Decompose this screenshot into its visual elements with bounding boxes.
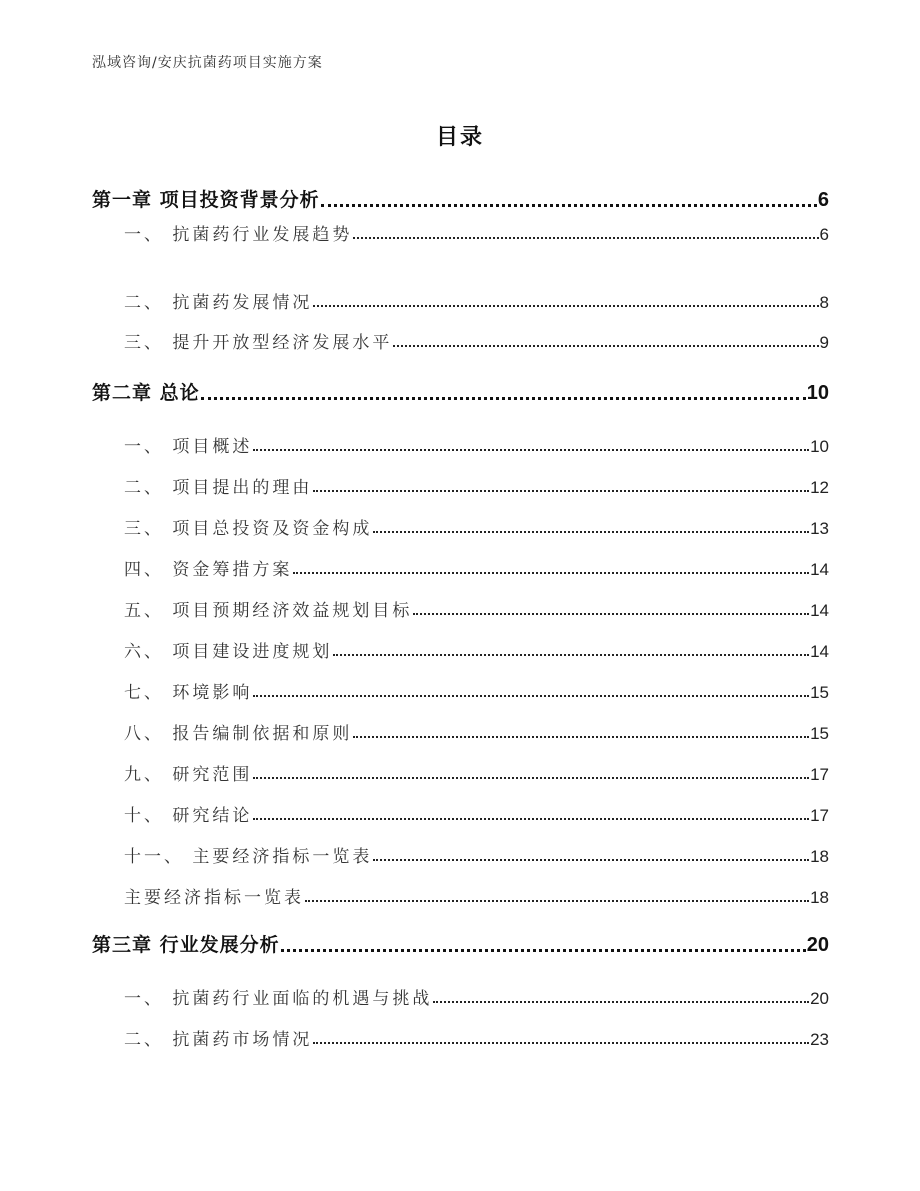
toc-entry-label: 三、 项目总投资及资金构成 <box>124 519 373 539</box>
dot-leader <box>253 695 809 697</box>
toc-page-number: 17 <box>810 806 829 825</box>
dot-leader <box>433 1001 809 1003</box>
toc-entry-label: 二、 项目提出的理由 <box>124 478 313 498</box>
toc-section-entry[interactable] <box>124 596 829 621</box>
dot-leader <box>321 204 817 207</box>
toc-page-number: 8 <box>819 293 829 312</box>
dot-leader <box>353 736 809 738</box>
toc-entry-label: 一、 项目概述 <box>124 437 253 457</box>
toc-section-entry[interactable] <box>124 984 829 1009</box>
toc-entry-label: 第二章 总论 <box>92 382 200 404</box>
toc-section-entry[interactable] <box>124 1025 829 1050</box>
toc-entry-label: 八、 报告编制依据和原则 <box>124 724 353 744</box>
dot-leader <box>253 818 809 820</box>
dot-leader <box>305 900 809 902</box>
toc-page-number: 6 <box>817 189 829 211</box>
dot-leader <box>353 237 818 239</box>
toc-page-number: 20 <box>806 934 829 956</box>
dot-leader <box>333 654 809 656</box>
page-title: 目录 <box>435 125 484 150</box>
toc-page-number: 12 <box>810 478 829 497</box>
toc-entry-label: 一、 抗菌药行业发展趋势 <box>124 225 353 245</box>
toc-section-entry[interactable] <box>124 637 829 662</box>
toc-section-entry[interactable] <box>124 288 829 313</box>
dot-leader <box>253 777 809 779</box>
toc-page-number: 14 <box>810 560 829 579</box>
toc-entry-label: 七、 环境影响 <box>124 683 253 703</box>
toc-page-number: 18 <box>810 888 829 907</box>
toc-chapter-entry[interactable] <box>92 185 829 212</box>
toc-entry-label: 五、 项目预期经济效益规划目标 <box>124 601 413 621</box>
dot-leader <box>313 490 809 492</box>
toc-section-entry[interactable] <box>124 328 829 353</box>
dot-leader <box>393 345 818 347</box>
toc-entry-label: 一、 抗菌药行业面临的机遇与挑战 <box>124 989 433 1009</box>
toc-entry-label: 十、 研究结论 <box>124 806 253 826</box>
toc-entry-label: 四、 资金筹措方案 <box>124 560 293 580</box>
toc-entry-label: 六、 项目建设进度规划 <box>124 642 333 662</box>
toc-page-number: 14 <box>810 601 829 620</box>
toc-page-number: 18 <box>810 847 829 866</box>
dot-leader <box>281 949 806 952</box>
toc-entry-label: 第三章 行业发展分析 <box>92 934 280 956</box>
toc-page-number: 15 <box>810 683 829 702</box>
toc-section-entry[interactable] <box>124 760 829 785</box>
toc-page-number: 10 <box>806 382 829 404</box>
toc-section-entry[interactable] <box>124 514 829 539</box>
toc-section-entry[interactable] <box>124 473 829 498</box>
toc-section-entry[interactable] <box>124 555 829 580</box>
dot-leader <box>413 613 809 615</box>
toc-section-entry[interactable] <box>124 883 829 908</box>
toc-entry-label: 十一、 主要经济指标一览表 <box>124 847 373 867</box>
toc-entry-label: 主要经济指标一览表 <box>124 888 304 908</box>
toc-section-entry[interactable] <box>124 719 829 744</box>
toc-entry-label: 第一章 项目投资背景分析 <box>92 189 320 211</box>
dot-leader <box>201 397 806 400</box>
toc-entry-label: 九、 研究范围 <box>124 765 253 785</box>
toc-page-number: 9 <box>819 333 829 352</box>
toc-section-entry[interactable] <box>124 842 829 867</box>
dot-leader <box>373 531 809 533</box>
toc-chapter-entry[interactable] <box>92 930 829 957</box>
dot-leader <box>253 449 809 451</box>
dot-leader <box>313 1042 809 1044</box>
toc-page-number: 13 <box>810 519 829 538</box>
toc-page-number: 10 <box>810 437 829 456</box>
toc-page-number: 15 <box>810 724 829 743</box>
toc-page-number: 20 <box>810 989 829 1008</box>
toc-page-number: 6 <box>819 225 829 244</box>
toc-page-number: 23 <box>810 1030 829 1049</box>
toc-section-entry[interactable] <box>124 801 829 826</box>
toc-page-number: 14 <box>810 642 829 661</box>
dot-leader <box>293 572 809 574</box>
toc-section-entry[interactable] <box>124 220 829 245</box>
running-header: 泓域咨询/安庆抗菌药项目实施方案 <box>92 55 323 71</box>
toc-section-entry[interactable] <box>124 432 829 457</box>
toc-entry-label: 二、 抗菌药发展情况 <box>124 293 313 313</box>
toc-page-number: 17 <box>810 765 829 784</box>
dot-leader <box>313 305 818 307</box>
dot-leader <box>373 859 809 861</box>
toc-entry-label: 二、 抗菌药市场情况 <box>124 1030 313 1050</box>
toc-chapter-entry[interactable] <box>92 378 829 405</box>
toc-section-entry[interactable] <box>124 678 829 703</box>
toc-entry-label: 三、 提升开放型经济发展水平 <box>124 333 393 353</box>
